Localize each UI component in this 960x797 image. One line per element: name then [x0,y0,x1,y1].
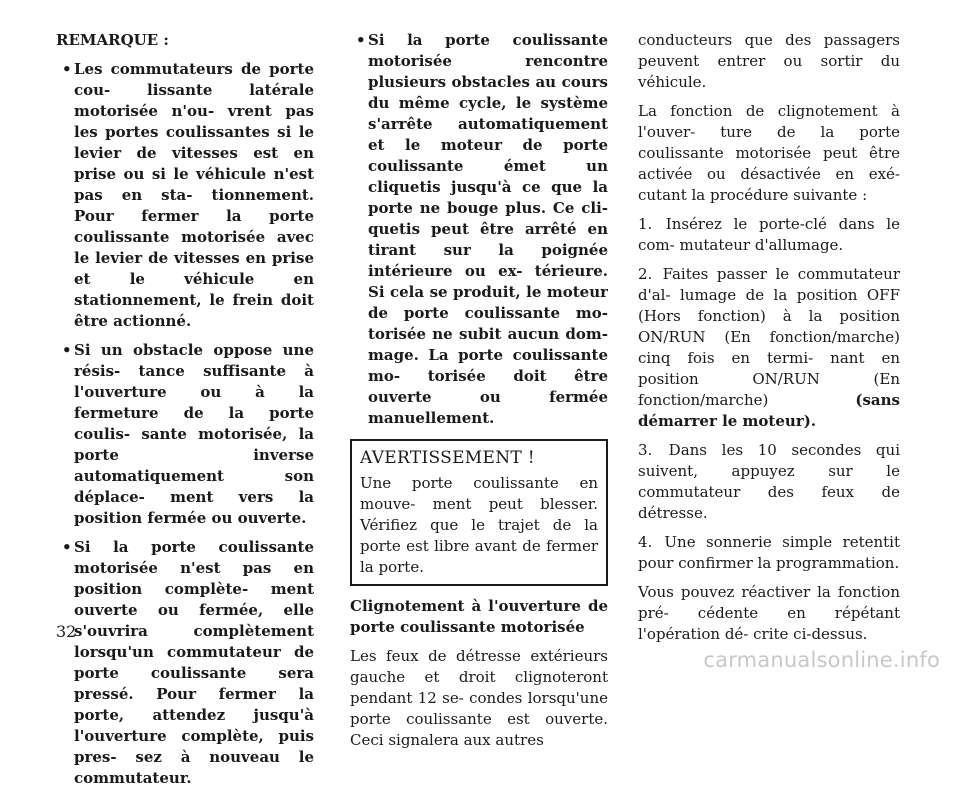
page-number: 32 [56,622,77,641]
step-text: Faites passer le commutateur d'al- lumage de la position OFF (Hors fonction) à la position ON/RUN (En fonction/marche) cinq fois en termi- nant en position ON/RUN (En fonction/marche) [638,265,900,409]
column-right [638,30,900,653]
procedure-step [638,214,900,256]
body-paragraph: Vous pouvez réactiver la fonction pré- cédente en répétant l'opération dé- crite ci-dessus. [638,583,900,643]
remarque-heading: REMARQUE : [56,31,169,49]
step-number: 3. [638,441,653,459]
step-text: Dans les 10 secondes qui suivent, appuyez sur le commutateur des feux de détresse. [638,441,900,522]
watermark-text: carmanualsonline.info [703,648,940,672]
procedure-step [638,264,900,432]
step-number: 4. [638,533,653,551]
warning-title: AVERTISSEMENT ! [360,448,535,468]
bullet-item: • Si un obstacle oppose une résis- tance suffisante à l'ouverture ou à la fermeture de la porte coulis- sante motorisée, la porte inverse automatiquement son déplace- ment vers la position fermée ou ouverte. [56,340,314,529]
warning-body: Une porte coulissante en mouve- ment peut blesser. Vérifiez que le trajet de la porte est libre avant de fermer la porte. [360,474,598,576]
body-paragraph: La fonction de clignotement à l'ouver- ture de la porte coulissante motorisée peut être activée ou désactivée en exé- cutant la procédure suivante : [638,102,900,204]
bullet-item: • Les commutateurs de porte cou- lissante latérale motorisée n'ou- vrent pas les portes coulissantes si le levier de vitesses est en prise ou si le véhicule n'est pas en sta- tionnement. Pour fermer la porte coulissante motorisée avec le levier de vitesses en prise et le véhicule en stationnement, le frein doit être actionné. [56,59,314,332]
warning-box [350,439,608,586]
step-number: 1. [638,215,653,233]
continued-bullet-list [350,30,608,429]
procedure-step [638,532,900,574]
bullet-item: • Si la porte coulissante motorisée n'est pas en position complète- ment ouverte ou fermée, elle s'ouvrira complètement lorsqu'un commutateur de porte coulissante sera pressé. Pour fermer la porte, attendez jusqu'à l'ouverture complète, puis pres- sez à nouveau le commutateur. [56,537,314,789]
column-middle [350,30,608,759]
remarque-bullet-list [56,59,314,789]
step-text: Insérez le porte-clé dans le com- mutateur d'allumage. [638,215,900,254]
step-text: Une sonnerie simple retentit pour confirmer la programmation. [638,533,900,572]
step-number: 2. [638,265,653,283]
body-paragraph: conducteurs que des passagers peuvent entrer ou sortir du véhicule. [638,31,900,91]
bullet-item: • Si la porte coulissante motorisée rencontre plusieurs obstacles au cours du même cycle, le système s'arrête automatiquement et le moteur de porte coulissante émet un cliquetis jusqu'à ce que la porte ne bouge plus. Ce cli- quetis peut être arrêté en tirant sur la poignée intérieure ou ex- térieure. Si cela se produit, le moteur de porte coulissante mo- torisée ne subit aucun dom- mage. La porte coulissante mo- torisée doit être ouverte ou fermée manuellement. [350,30,608,429]
body-paragraph: Les feux de détresse extérieurs gauche et droit clignoteront pendant 12 se- condes lorsqu'une porte coulissante est ouverte. Ceci signalera aux autres [350,647,608,749]
column-left [56,30,314,797]
section-subheading: Clignotement à l'ouverture de porte coulissante motorisée [350,597,608,636]
procedure-step [638,440,900,524]
step-bold-text: (sans démarrer le moteur). [638,391,900,430]
